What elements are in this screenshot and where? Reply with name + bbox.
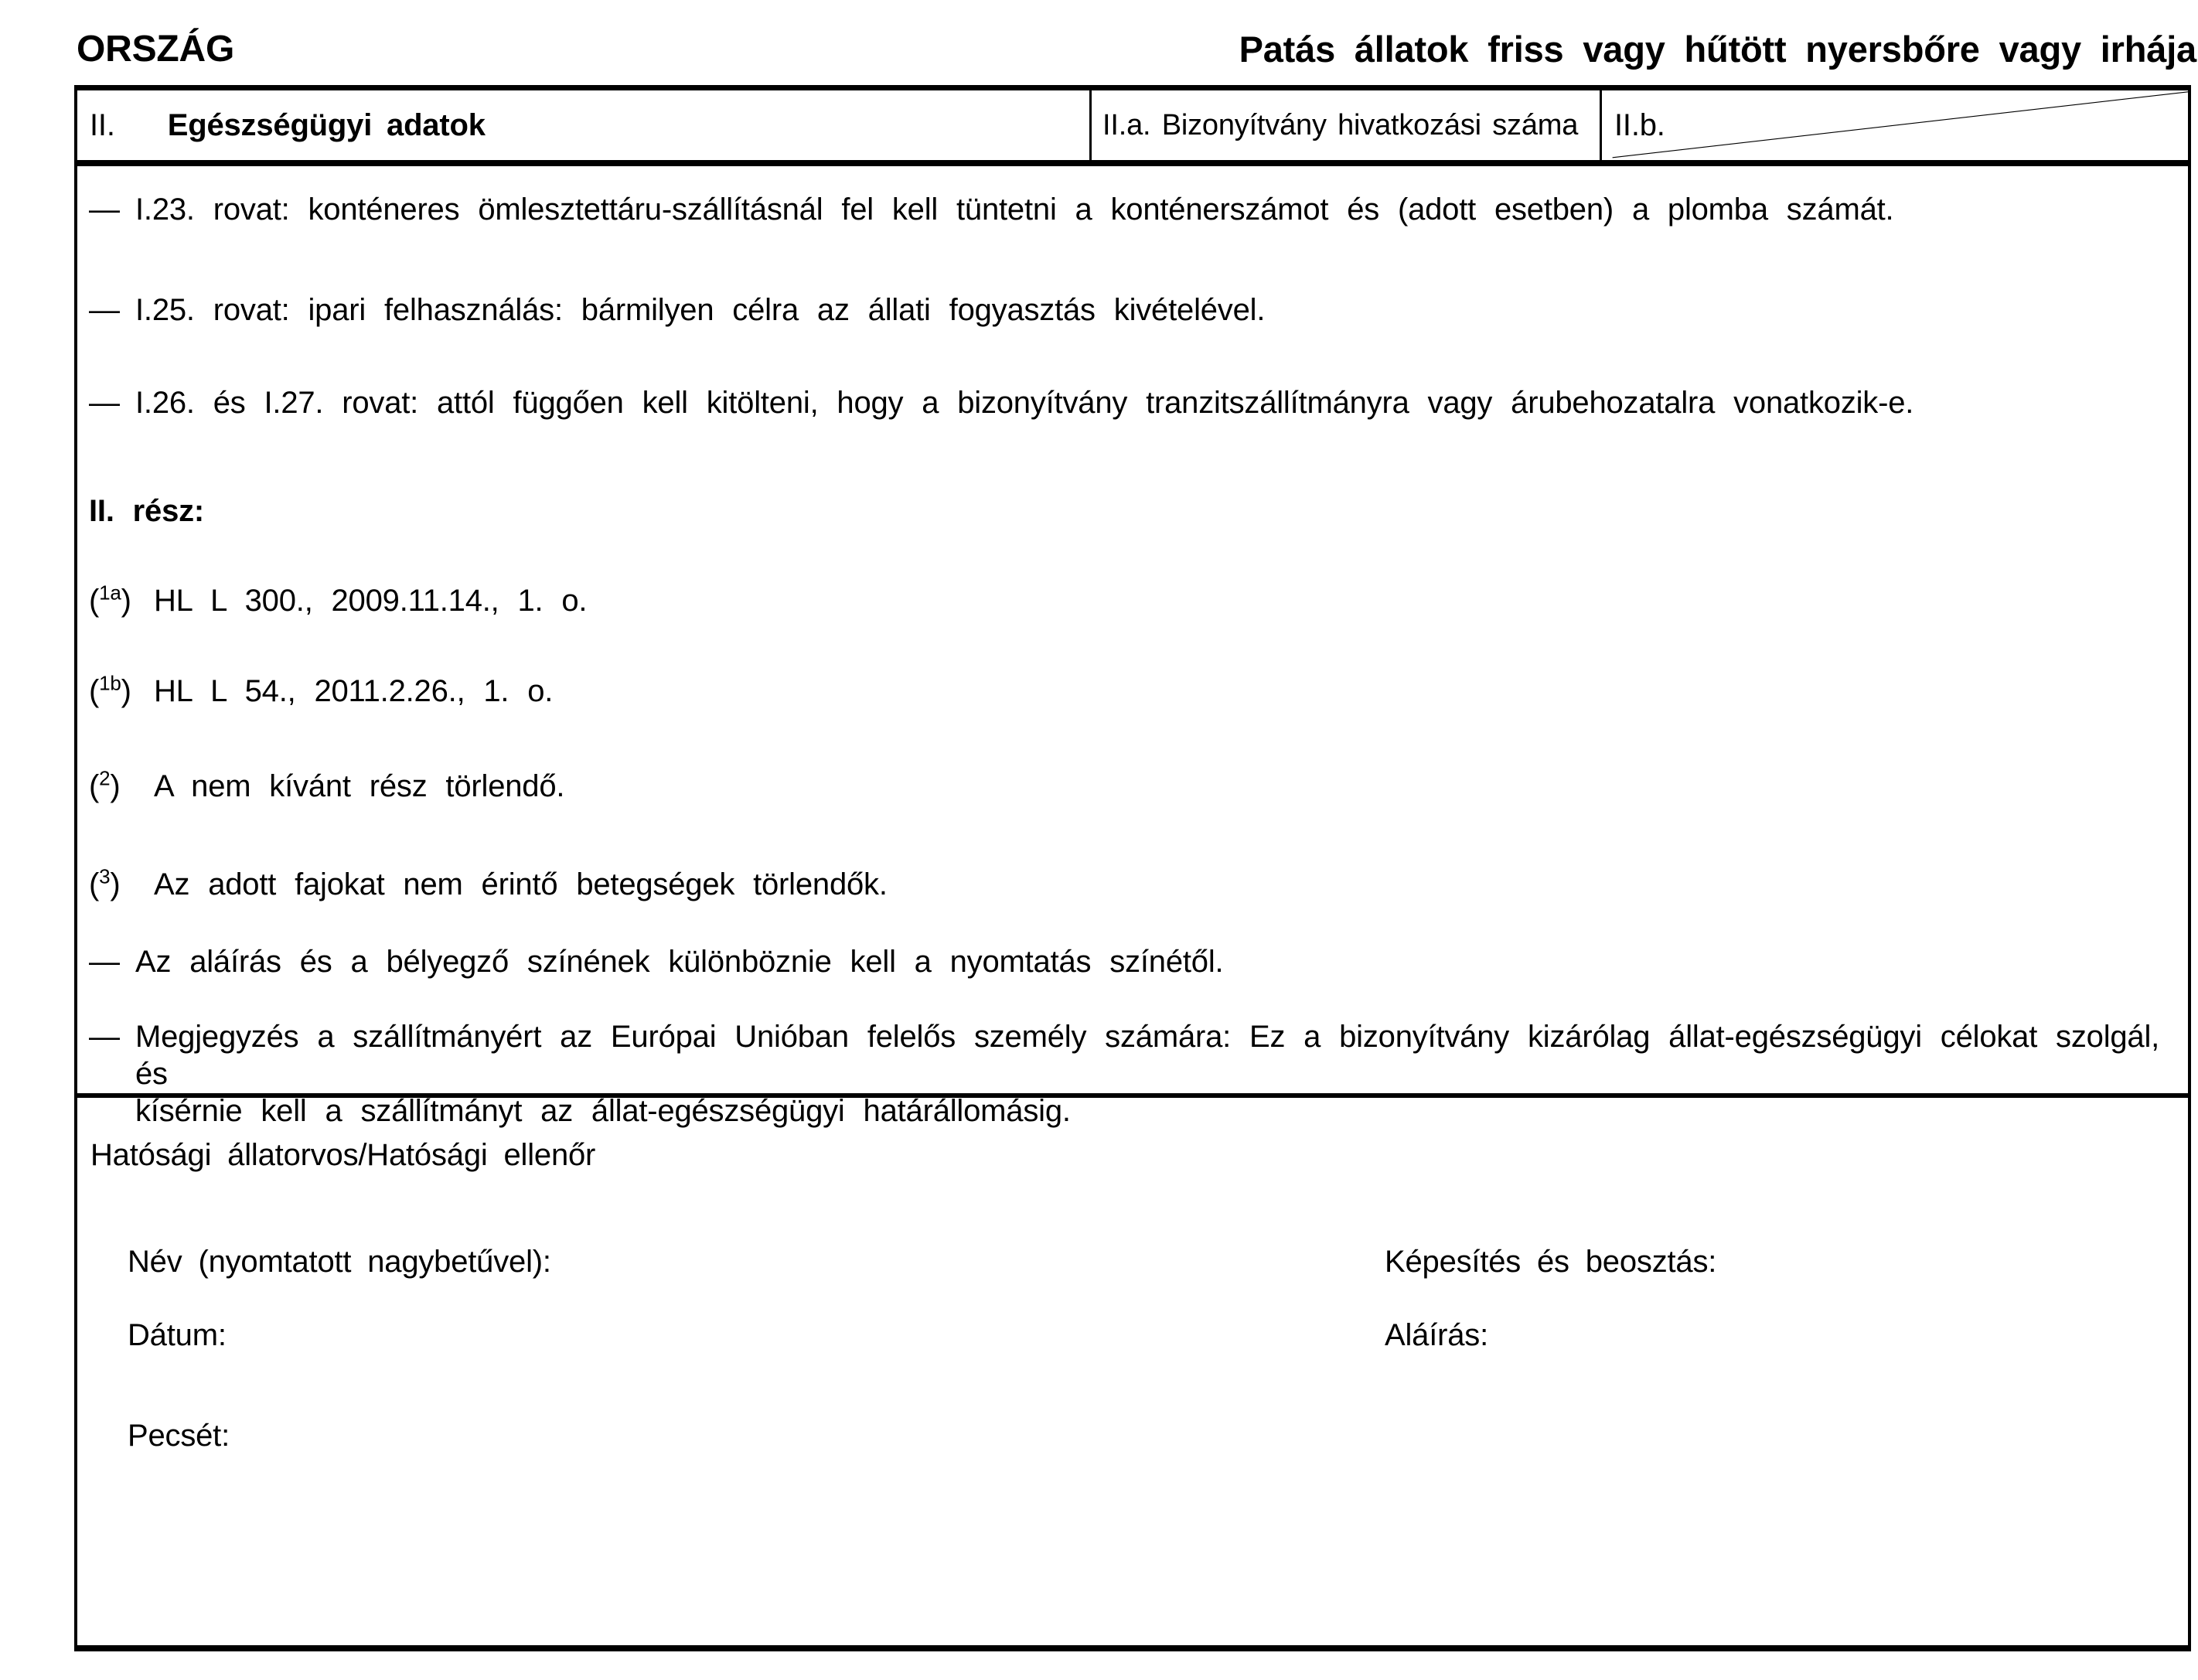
em-dash: — xyxy=(89,193,120,227)
paren-close: ) xyxy=(110,769,121,803)
date-label: Dátum: xyxy=(128,1318,227,1352)
note-text-line2: kísérnie kell a szállítmányt az állat-egészségügyi határállomásig. xyxy=(135,1094,1071,1128)
footnote-text: HL L 54., 2011.2.26., 1. o. xyxy=(154,674,554,708)
paren-close: ) xyxy=(121,584,131,618)
paren-close: ) xyxy=(110,867,121,901)
em-dash: — xyxy=(89,1020,120,1054)
footnote-number: 2 xyxy=(99,766,111,790)
note-i23 xyxy=(89,191,2177,228)
stamp-empty-space xyxy=(1385,1417,2177,1454)
page-header xyxy=(0,0,2198,85)
table-footer xyxy=(77,1098,2188,1645)
footnote-text: HL L 300., 2009.11.14., 1. o. xyxy=(154,584,588,618)
em-dash: — xyxy=(89,293,120,327)
note-text: I.23. rovat: konténeres ömlesztettáru-szállításnál fel kell tüntetni a konténerszámot és (adott esetben) a plomba számát. xyxy=(135,193,1894,227)
table-header-row xyxy=(77,90,2188,166)
footnote-marker xyxy=(89,582,131,619)
part-title: Egészségügyi adatok xyxy=(167,108,486,142)
paren-open: ( xyxy=(89,584,100,618)
diagonal-strike-line xyxy=(1602,90,2188,160)
paren-open: ( xyxy=(89,769,100,803)
footnote-marker xyxy=(89,768,121,805)
certificate-table xyxy=(74,85,2191,1651)
name-qualification-row xyxy=(90,1243,2177,1280)
footnote-2 xyxy=(89,768,2177,805)
footnote-3 xyxy=(89,866,2177,903)
part-number: II. xyxy=(90,108,115,142)
footnote-marker xyxy=(89,866,121,903)
stamp-row xyxy=(90,1417,2177,1454)
local-reference-label: II.b. xyxy=(1614,108,1665,142)
note-signature-colour xyxy=(89,943,2177,980)
footnote-number: 1a xyxy=(99,581,121,605)
stamp-label: Pecsét: xyxy=(128,1419,230,1453)
note-remark-responsible-person xyxy=(89,1018,2177,1130)
note-text: I.26. és I.27. rovat: attól függően kell kitölteni, hogy a bizonyítvány tranzitszállítmányra vagy árubehozatalra vonatkozik-e. xyxy=(135,386,1914,420)
header-cell-health-information xyxy=(77,90,1092,160)
qualification-label: Képesítés és beosztás: xyxy=(1385,1245,1717,1279)
name-label: Név (nyomtatott nagybetűvel): xyxy=(128,1245,551,1279)
header-cell-certificate-reference xyxy=(1092,90,1602,160)
note-text: I.25. rovat: ipari felhasználás: bármilyen célra az állati fogyasztás kivételével. xyxy=(135,293,1266,327)
note-i26-i27 xyxy=(89,384,2177,421)
date-signature-row xyxy=(90,1317,2177,1354)
official-veterinarian-title: Hatósági állatorvos/Hatósági ellenőr xyxy=(90,1138,596,1172)
paren-close: ) xyxy=(121,674,131,708)
em-dash: — xyxy=(89,386,120,420)
table-body xyxy=(77,166,2188,1128)
note-i25 xyxy=(89,291,2177,329)
footnote-text: A nem kívánt rész törlendő. xyxy=(154,769,565,803)
footnote-1b xyxy=(89,673,2177,710)
commodity-title: Patás állatok friss vagy hűtött nyersbőre vagy irhája xyxy=(1239,29,2196,70)
country-label: ORSZÁG xyxy=(77,29,235,70)
certificate-reference-label: II.a. Bizonyítvány hivatkozási száma xyxy=(1102,109,1579,141)
footnote-number: 3 xyxy=(99,864,111,888)
part-ii-heading: II. rész: xyxy=(89,494,205,528)
signature-label: Aláírás: xyxy=(1385,1318,1489,1352)
footnote-text: Az adott fajokat nem érintő betegségek törlendők. xyxy=(154,867,888,901)
header-cell-local-reference xyxy=(1602,90,2188,160)
footnote-number: 1b xyxy=(99,671,121,695)
em-dash: — xyxy=(89,945,120,979)
footnote-marker xyxy=(89,673,131,710)
note-text-line1: Megjegyzés a szállítmányért az Európai Unióban felelős személy számára: Ez a bizonyítvány kizárólag állat-egészségügyi célokat szolgál, és xyxy=(135,1020,2160,1091)
paren-open: ( xyxy=(89,867,100,901)
note-text: Az aláírás és a bélyegző színének különböznie kell a nyomtatás színétől. xyxy=(135,945,1224,979)
footnote-1a xyxy=(89,582,2177,619)
paren-open: ( xyxy=(89,674,100,708)
